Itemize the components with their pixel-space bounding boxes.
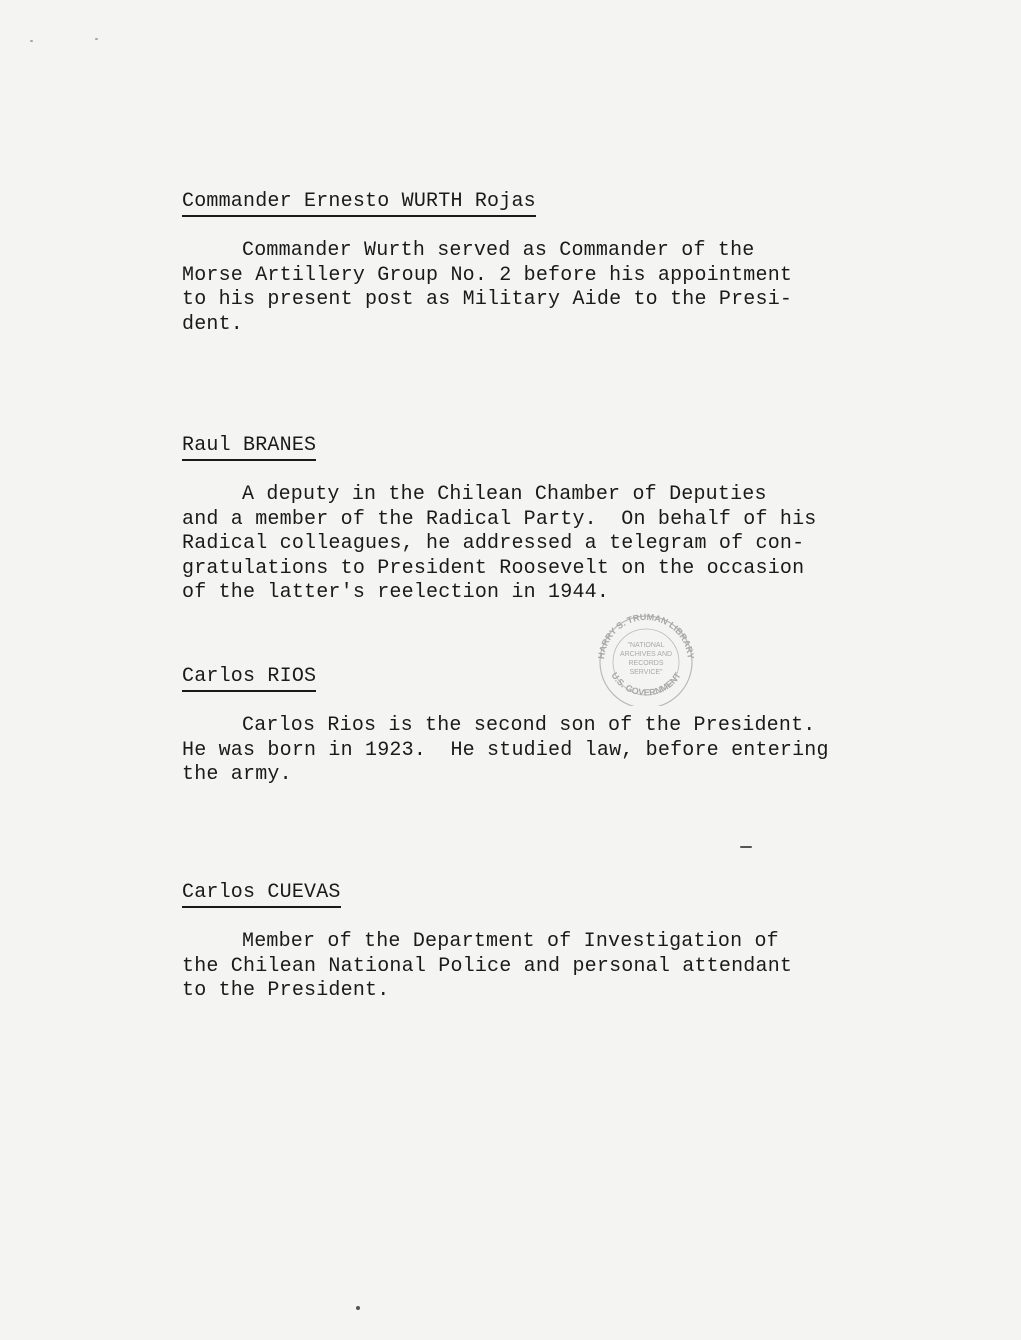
- entry-paragraph: [182, 239, 862, 337]
- stamp-center-line: SERVICE": [629, 669, 663, 676]
- paper-speck: [356, 1306, 360, 1310]
- paragraph-line: He was born in 1923. He studied law, before entering: [182, 738, 829, 762]
- paper-speck: [30, 40, 33, 42]
- paragraph-line: the army.: [182, 763, 292, 786]
- paragraph-line: gratulations to President Roosevelt on the occasion: [182, 556, 805, 580]
- paragraph-line: Carlos Rios is the second son of the President.: [242, 714, 816, 737]
- paragraph-line: to his present post as Military Aide to the Presi-: [182, 288, 793, 311]
- paragraph-line: and a member of the Radical Party. On behalf of his: [182, 507, 817, 531]
- paragraph-line: of the latter's reelection in 1944.: [182, 581, 610, 604]
- paragraph-line: Member of the Department of Investigation of: [242, 930, 779, 953]
- stamp-center-line: ARCHIVES AND: [619, 651, 673, 658]
- stamp-bottom-text: U.S. GOVERNMENT: [609, 670, 683, 698]
- archive-stamp: [590, 610, 702, 706]
- biography-entry: [182, 190, 862, 337]
- biography-entry: [182, 665, 862, 788]
- entry-heading: Carlos CUEVAS: [182, 881, 341, 908]
- stamp-center-line: RECORDS: [628, 660, 664, 667]
- entry-heading: Carlos RIOS: [182, 665, 316, 692]
- paper-speck: [740, 846, 752, 848]
- paragraph-line: Radical colleagues, he addressed a telegram of con-: [182, 532, 805, 555]
- entry-heading: Commander Ernesto WURTH Rojas: [182, 190, 536, 217]
- paragraph-line: Morse Artillery Group No. 2 before his appointment: [182, 263, 793, 287]
- biography-entry: [182, 434, 862, 606]
- entry-heading: Raul BRANES: [182, 434, 316, 461]
- entry-paragraph: [182, 930, 862, 1004]
- paragraph-line: Commander Wurth served as Commander of the: [242, 239, 755, 262]
- paragraph-line: the Chilean National Police and personal attendant: [182, 954, 793, 978]
- paragraph-line: to the President.: [182, 979, 390, 1002]
- paragraph-line: A deputy in the Chilean Chamber of Deputies: [242, 483, 767, 506]
- entry-paragraph: [182, 714, 862, 788]
- stamp-top-text: HARRY S. TRUMAN LIBRARY: [596, 611, 696, 660]
- paper-speck: [95, 38, 98, 40]
- entry-paragraph: [182, 483, 862, 606]
- paragraph-line: dent.: [182, 312, 244, 336]
- stamp-center-line: "NATIONAL: [627, 642, 665, 649]
- biography-entry: [182, 881, 862, 1004]
